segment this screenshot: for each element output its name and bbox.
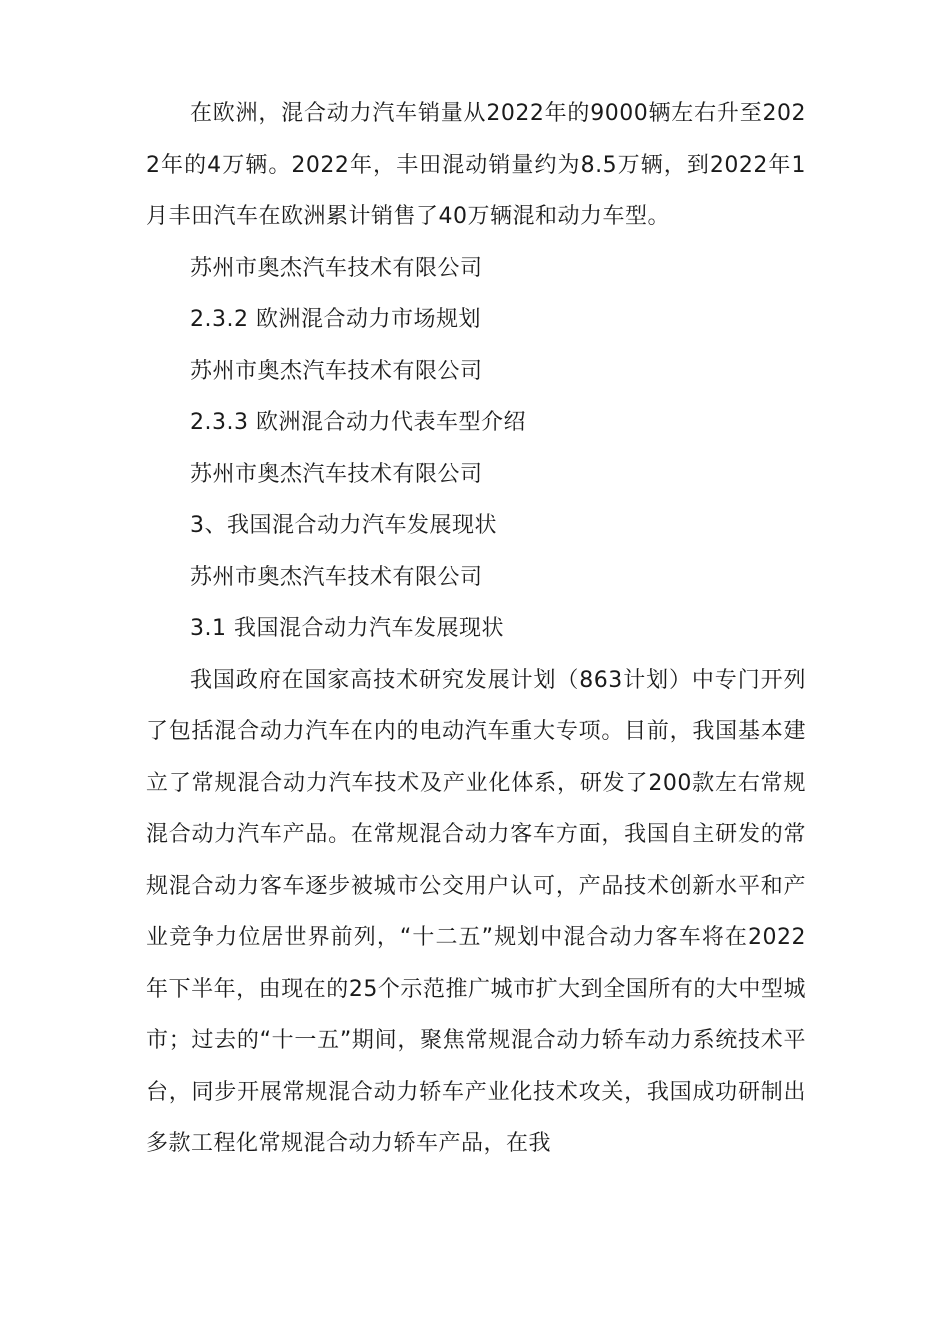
section-heading-3-1: 3.1 我国混合动力汽车发展现状 (190, 616, 504, 641)
company-name-line: 苏州市奥杰汽车技术有限公司 (190, 564, 483, 590)
section-heading-2-3-2: 2.3.2 欧洲混合动力市场规划 (190, 307, 481, 332)
paragraph-china-status: 我国政府在国家高技术研究发展计划（863计划）中专门开列了包括混合动力汽车在内的电动汽车重大专项。目前，我国基本建立了常规混合动力汽车技术及产业化体系，研发了200款左右常规混合动力汽车产品。在常规混合动力客车方面，我国自主研发的常规混合动力客车逐步被城市公交用户认可，产品技术创新水平和产业竞争力位居世界前列，“十二五”规划中混合动力客车将在2022年下半年，由现在的25个示范推广城市扩大到全国所有的大中型城市；过去的“十一五”期间，聚焦常规混合动力轿车动力系统技术平台，同步开展常规混合动力轿车产业化技术攻关，我国成功研制出多款工程化常规混合动力轿车产品，在我 (146, 667, 806, 1156)
document-body (146, 88, 806, 1170)
company-name-line: 苏州市奥杰汽车技术有限公司 (190, 461, 483, 487)
paragraph-europe-sales: 在欧洲，混合动力汽车销量从2022年的9000辆左右升至2022年的4万辆。2022年，丰田混动销量约为8.5万辆，到2022年1月丰田汽车在欧洲累计销售了40万辆混和动力车型。 (146, 101, 806, 229)
section-heading-2-3-3: 2.3.3 欧洲混合动力代表车型介绍 (190, 410, 526, 435)
section-heading-3: 3、我国混合动力汽车发展现状 (190, 513, 497, 538)
company-name-line: 苏州市奥杰汽车技术有限公司 (190, 255, 483, 281)
company-name-line: 苏州市奥杰汽车技术有限公司 (190, 358, 483, 384)
